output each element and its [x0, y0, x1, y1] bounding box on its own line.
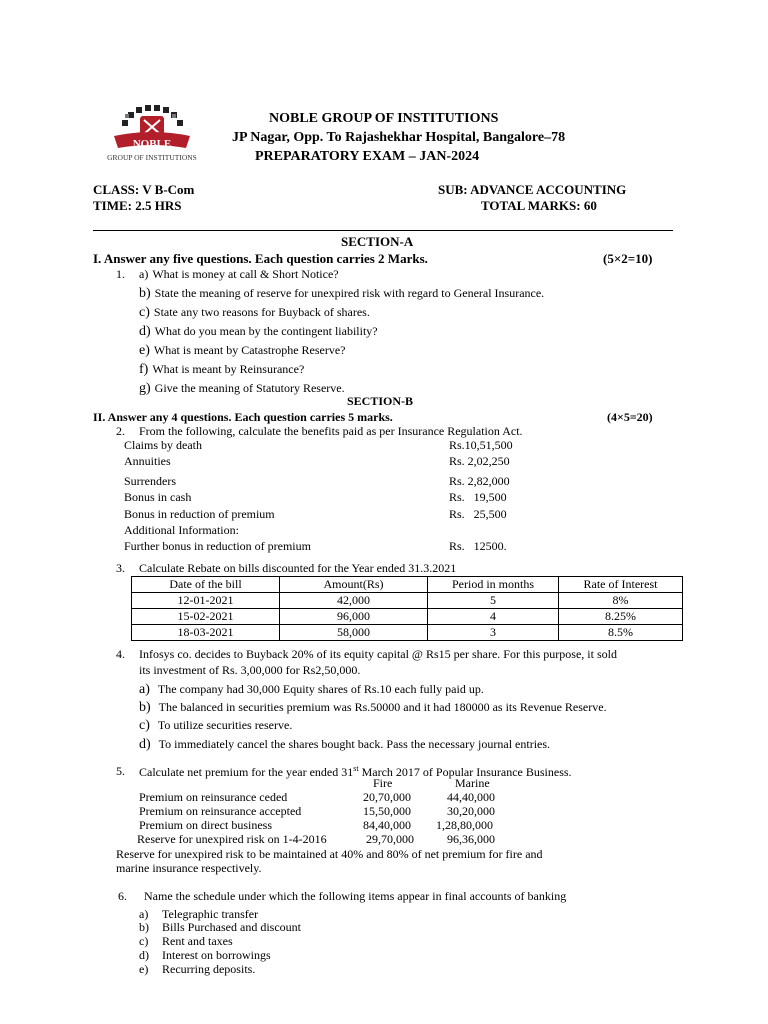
- table-cell: 8.25%: [559, 609, 683, 625]
- item-text: To immediately cancel the shares bought back. Pass the necessary journal entries.: [158, 737, 551, 751]
- item-letter: a): [139, 907, 149, 921]
- item-letter: c): [139, 934, 149, 948]
- table-cell: 8.5%: [559, 625, 683, 641]
- question-text: its investment of Rs. 3,00,000 for Rs2,50,000.: [139, 663, 361, 677]
- benefit-label: Claims by death: [124, 438, 202, 452]
- premium-label: Reserve for unexpired risk on 1-4-2016: [137, 832, 327, 846]
- column-header: Amount(Rs): [280, 577, 428, 593]
- question-number: 3.: [116, 561, 125, 575]
- premium-label: Premium on reinsurance ceded: [139, 790, 288, 804]
- benefit-label: Surrenders: [124, 474, 176, 488]
- question-number: 4.: [116, 647, 125, 661]
- column-header: Date of the bill: [132, 577, 280, 593]
- item-letter: e): [139, 343, 150, 358]
- section-b-title: SECTION-B: [347, 394, 414, 408]
- item-letter: c): [139, 718, 150, 733]
- item-text: Interest on borrowings: [162, 948, 271, 962]
- premium-label: Premium on reinsurance accepted: [139, 804, 302, 818]
- section-b-instruction: II. Answer any 4 questions. Each question carries 5 marks.: [93, 410, 393, 424]
- benefit-value: Rs. 2,82,000: [449, 474, 510, 488]
- section-a-title: SECTION-A: [341, 234, 414, 249]
- svg-text:NOBLE: NOBLE: [132, 138, 172, 150]
- premium-fire: 20,70,000: [363, 790, 411, 804]
- item-text: Recurring deposits.: [162, 962, 256, 976]
- list-item: [139, 303, 370, 321]
- premium-marine: 1,28,80,000: [436, 818, 493, 832]
- table-row: [132, 593, 683, 609]
- item-text: Bills Purchased and discount: [162, 920, 301, 934]
- question-text: [139, 764, 572, 780]
- item-text: What is money at call & Short Notice?: [152, 267, 339, 281]
- benefit-label: Further bonus in reduction of premium: [124, 539, 311, 553]
- svg-text:GROUP OF INSTITUTIONS: GROUP OF INSTITUTIONS: [107, 153, 197, 162]
- benefit-value: Rs. 2,02,250: [449, 454, 510, 468]
- institution-address: JP Nagar, Opp. To Rajashekhar Hospital, Bangalore–78: [232, 130, 566, 145]
- item-text: To utilize securities reserve.: [157, 718, 293, 732]
- list-item: [139, 716, 292, 734]
- column-header-marine: Marine: [455, 776, 490, 790]
- item-letter: e): [139, 962, 149, 976]
- list-item: [139, 698, 607, 716]
- list-item: [139, 284, 544, 302]
- item-letter: b): [139, 286, 151, 301]
- item-text: State the meaning of reserve for unexpired risk with regard to General Insurance.: [154, 286, 545, 300]
- list-item: [139, 265, 339, 283]
- item-letter: b): [139, 920, 149, 934]
- table-cell: 42,000: [280, 593, 428, 609]
- table-row: [132, 625, 683, 641]
- column-header-fire: Fire: [373, 776, 393, 790]
- table-cell: 3: [428, 625, 559, 641]
- benefit-label: Additional Information:: [124, 523, 239, 537]
- premium-fire: 29,70,000: [366, 832, 414, 846]
- item-text: Rent and taxes: [162, 934, 233, 948]
- item-letter: d): [139, 324, 151, 339]
- question-text-pre: Calculate net premium for the year ended 31: [139, 765, 354, 779]
- item-text: The company had 30,000 Equity shares of Rs.10 each fully paid up.: [157, 682, 484, 696]
- list-item: [139, 360, 304, 378]
- item-letter: g): [139, 381, 151, 396]
- item-letter: a): [139, 682, 150, 697]
- question-text: Calculate Rebate on bills discounted for the Year ended 31.3.2021: [139, 561, 457, 575]
- item-letter: d): [139, 948, 149, 962]
- benefit-label: Bonus in reduction of premium: [124, 507, 275, 521]
- item-text: State any two reasons for Buyback of shares.: [153, 305, 370, 319]
- logo-emblem-icon: [100, 104, 204, 166]
- question-number: 2.: [116, 424, 125, 438]
- benefit-value: Rs. 19,500: [449, 490, 507, 504]
- class-label: CLASS: V B-Com: [93, 182, 195, 197]
- item-letter: c): [139, 305, 150, 320]
- table-cell: 58,000: [280, 625, 428, 641]
- section-a-instruction: I. Answer any five questions. Each question carries 2 Marks.: [93, 251, 428, 266]
- question-text: Name the schedule under which the following items appear in final accounts of banking: [144, 889, 567, 903]
- question-text: From the following, calculate the benefits paid as per Insurance Regulation Act.: [139, 424, 523, 438]
- institution-name: NOBLE GROUP OF INSTITUTIONS: [269, 111, 499, 126]
- subject-label: SUB: ADVANCE ACCOUNTING: [438, 182, 627, 197]
- list-item: [139, 341, 346, 359]
- table-cell: 18-03-2021: [132, 625, 280, 641]
- benefit-value: Rs.10,51,500: [449, 438, 513, 452]
- item-letter: f): [139, 362, 149, 377]
- total-marks-label: TOTAL MARKS: 60: [481, 198, 597, 213]
- premium-marine: 30,20,000: [447, 804, 495, 818]
- question-note: Reserve for unexpired risk to be maintained at 40% and 80% of net premium for fire and: [116, 847, 543, 861]
- table-cell: 5: [428, 593, 559, 609]
- benefit-label: Bonus in cash: [124, 490, 192, 504]
- premium-label: Premium on direct business: [139, 818, 272, 832]
- list-item: [139, 735, 550, 753]
- item-text: What is meant by Catastrophe Reserve?: [153, 343, 346, 357]
- table-cell: 15-02-2021: [132, 609, 280, 625]
- table-cell: 96,000: [280, 609, 428, 625]
- premium-fire: 84,40,000: [363, 818, 411, 832]
- premium-marine: 44,40,000: [447, 790, 495, 804]
- premium-fire: 15,50,000: [363, 804, 411, 818]
- item-letter: b): [139, 700, 151, 715]
- premium-marine: 96,36,000: [447, 832, 495, 846]
- item-text: The balanced in securities premium was Rs.50000 and it had 180000 as its Revenue Reserve.: [158, 700, 607, 714]
- rebate-table: [131, 576, 683, 641]
- question-text-post: March 2017 of Popular Insurance Business.: [358, 765, 572, 779]
- list-item: [139, 680, 484, 698]
- benefit-label: Annuities: [124, 454, 171, 468]
- item-letter: d): [139, 737, 151, 752]
- section-b-marks: (4×5=20): [607, 410, 653, 424]
- table-row: [132, 609, 683, 625]
- question-number: 6.: [118, 889, 127, 903]
- benefit-value: Rs. 25,500: [449, 507, 507, 521]
- question-number: 1.: [116, 267, 125, 281]
- ordinal-suffix: st: [353, 764, 359, 773]
- item-letter: a): [139, 267, 149, 281]
- exam-title: PREPARATORY EXAM – JAN-2024: [255, 149, 480, 164]
- column-header: Period in months: [428, 577, 559, 593]
- item-text: Give the meaning of Statutory Reserve.: [154, 381, 345, 395]
- item-text: Telegraphic transfer: [162, 907, 259, 921]
- table-cell: 8%: [559, 593, 683, 609]
- item-text: What do you mean by the contingent liability?: [154, 324, 378, 338]
- institution-logo: [100, 104, 204, 166]
- section-a-marks: (5×2=10): [603, 251, 653, 266]
- table-cell: 12-01-2021: [132, 593, 280, 609]
- time-label: TIME: 2.5 HRS: [93, 198, 182, 213]
- list-item: [139, 379, 345, 397]
- question-note: marine insurance respectively.: [116, 861, 262, 875]
- list-item: [139, 322, 378, 340]
- table-header-row: [132, 577, 683, 593]
- column-header: Rate of Interest: [559, 577, 683, 593]
- question-number: 5.: [116, 764, 125, 778]
- table-cell: 4: [428, 609, 559, 625]
- question-text: Infosys co. decides to Buyback 20% of its equity capital @ Rs15 per share. For this purpose, it sold: [139, 647, 617, 661]
- benefit-value: Rs. 12500.: [449, 539, 507, 553]
- item-text: What is meant by Reinsurance?: [152, 362, 305, 376]
- header-divider: [93, 230, 673, 231]
